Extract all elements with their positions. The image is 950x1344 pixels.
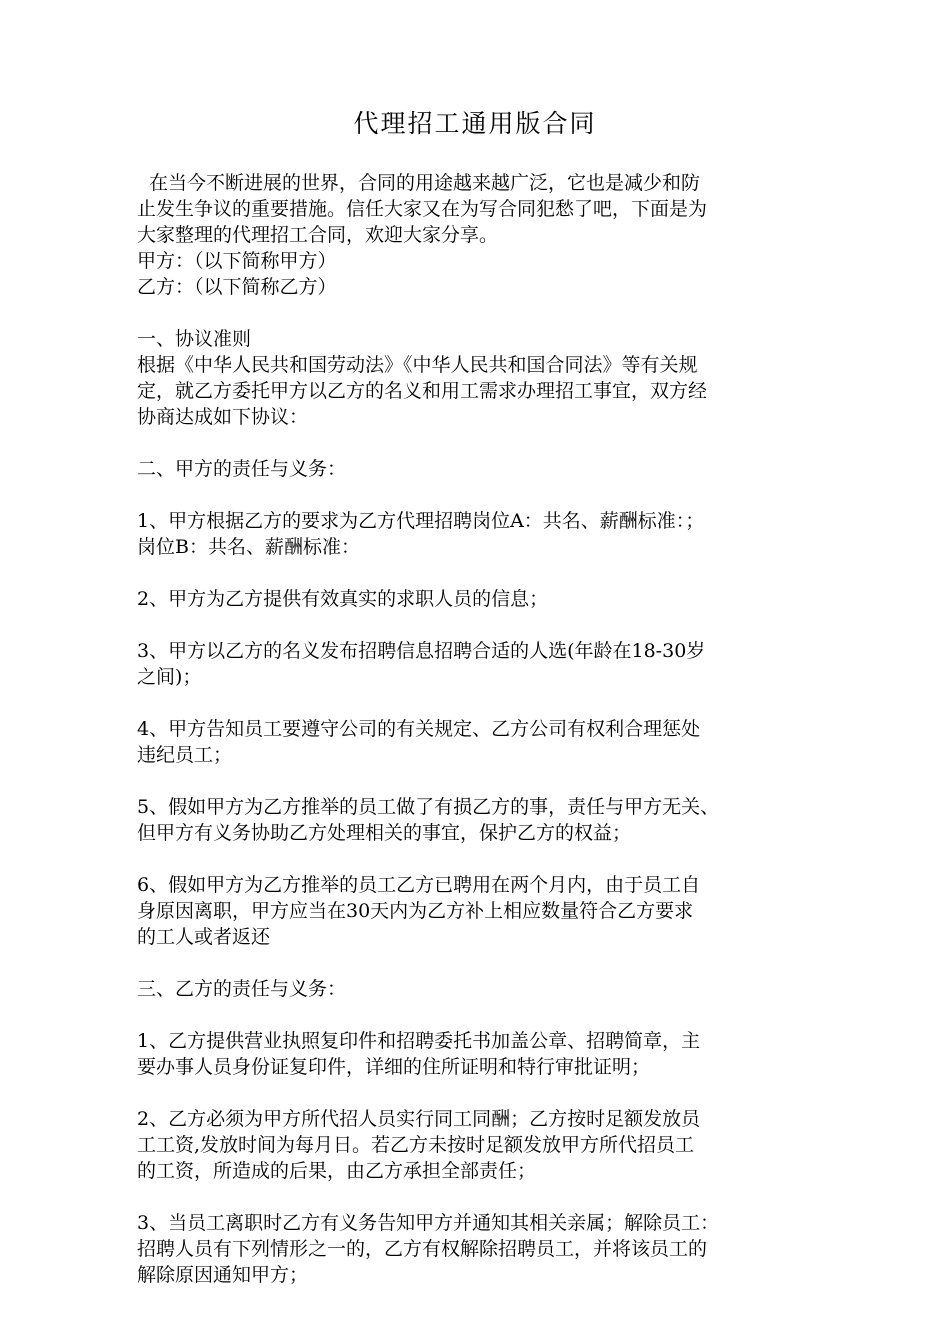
text-line: 根据《中华人民共和国劳动法》《中华人民共和国合同法》等有关规: [137, 354, 698, 376]
section-3-heading: 三、乙方的责任与义务：: [137, 978, 347, 1000]
spacer: [137, 690, 827, 716]
section-2-item-6: [137, 872, 827, 950]
document-title: 代理招工通用版合同: [353, 109, 597, 138]
text-line: 招聘人员有下列情形之一的，乙方有权解除招聘员工，并将该员工的: [137, 1238, 708, 1260]
party-a-line: 甲方：（以下简称甲方）: [137, 250, 337, 272]
intro-paragraph: [137, 170, 827, 248]
text-line: 3、甲方以乙方的名义发布招聘信息招聘合适的人选(年龄在18-30岁: [137, 640, 706, 662]
text-line: 之间)；: [137, 666, 202, 688]
text-line: 1、乙方提供营业执照复印件和招聘委托书加盖公章、招聘简章，主: [137, 1030, 701, 1052]
spacer: [137, 430, 827, 456]
section-1-heading: 一、协议准则: [137, 328, 252, 350]
section-3-item-2: [137, 1106, 827, 1184]
spacer: [137, 846, 827, 872]
spacer: [137, 482, 827, 508]
spacer: [137, 1080, 827, 1106]
party-b-line: 乙方：（以下简称乙方）: [137, 276, 337, 298]
text-line: 的工人或者返还: [137, 926, 271, 948]
spacer: [137, 1184, 827, 1210]
text-line: 在当今不断进展的世界，合同的用途越来越广泛，它也是减少和防: [149, 172, 701, 194]
section-1-paragraph: [137, 352, 827, 430]
text-line: 4、甲方告知员工要遵守公司的有关规定、乙方公司有权利合理惩处: [137, 718, 701, 740]
spacer: [137, 768, 827, 794]
spacer: [137, 300, 827, 326]
section-2-heading: 二、甲方的责任与义务：: [137, 458, 347, 480]
text-line: 解除原因通知甲方；: [137, 1264, 309, 1286]
text-line: 止发生争议的重要措施。信任大家又在为写合同犯愁了吧，下面是为: [137, 198, 708, 220]
text-line: 1、甲方根据乙方的要求为乙方代理招聘岗位A：共名、薪酬标准：；: [137, 510, 705, 532]
spacer: [137, 950, 827, 976]
text-line: 大家整理的代理招工合同，欢迎大家分享。: [137, 224, 499, 246]
section-2-item-5: [137, 794, 827, 846]
text-line: 定，就乙方委托甲方以乙方的名义和用工需求办理招工事宜，双方经: [137, 380, 708, 402]
spacer: [137, 1002, 827, 1028]
section-2-item-1: [137, 508, 827, 560]
text-line: 岗位B：共名、薪酬标准：: [137, 536, 360, 558]
text-line: 的工资，所造成的后果，由乙方承担全部责任；: [137, 1160, 537, 1182]
text-line: 2、乙方必须为甲方所代招人员实行同工同酬；乙方按时足额发放员: [137, 1108, 701, 1130]
text-line: 工工资,发放时间为每月日。若乙方未按时足额发放甲方所代招员工: [137, 1134, 695, 1156]
text-line: 协商达成如下协议：: [137, 406, 309, 428]
spacer: [137, 612, 827, 638]
spacer: [137, 560, 827, 586]
text-line: 3、当员工离职时乙方有义务告知甲方并通知其相关亲属；解除员工：: [137, 1212, 720, 1234]
section-2-item-3: [137, 638, 827, 690]
text-line: 身原因离职，甲方应当在30天内为乙方补上相应数量符合乙方要求: [137, 900, 694, 922]
section-3-item-1: [137, 1028, 827, 1080]
section-3-item-3: [137, 1210, 827, 1288]
section-2-item-4: [137, 716, 827, 768]
text-line: 2、甲方为乙方提供有效真实的求职人员的信息；: [137, 588, 549, 610]
text-line: 要办事人员身份证复印件，详细的住所证明和特行审批证明；: [137, 1056, 651, 1078]
text-line: 但甲方有义务协助乙方处理相关的事宜，保护乙方的权益；: [137, 822, 632, 844]
text-line: 违纪员工；: [137, 744, 233, 766]
text-line: 5、假如甲方为乙方推举的员工做了有损乙方的事，责任与甲方无关、: [137, 796, 720, 818]
section-2-item-2: [137, 586, 827, 612]
text-line: 6、假如甲方为乙方推举的员工乙方已聘用在两个月内，由于员工自: [137, 874, 701, 896]
document-body: [137, 170, 827, 1288]
